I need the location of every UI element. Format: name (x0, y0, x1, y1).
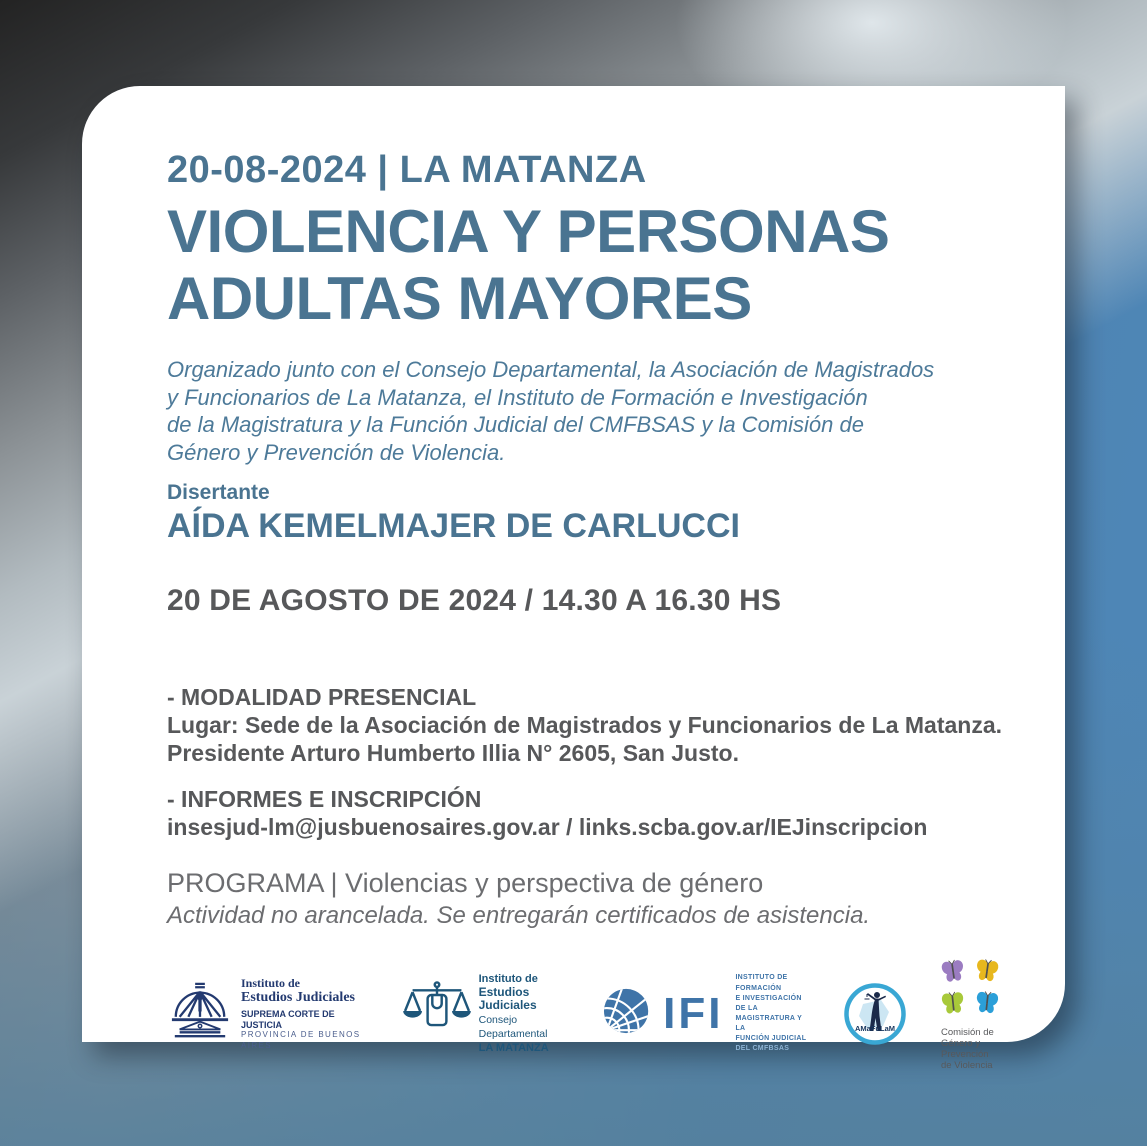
event-datetime: 20 DE AGOSTO DE 2024 / 14.30 A 16.30 HS (167, 583, 782, 617)
program-note: Actividad no arancelada. Se entregarán certificados de asistencia. (167, 901, 871, 929)
amafulam-name: AMaFuLaM (855, 1023, 895, 1033)
venue-line1: Lugar: Sede de la Asociación de Magistrados y Funcionarios de La Matanza. (167, 711, 1003, 738)
organizers-line: y Funcionarios de La Matanza, el Instituto de Formación e Investigación (167, 384, 868, 410)
logo-text-line: Instituto de (478, 973, 538, 986)
logo-text-line: Prevención (941, 1048, 989, 1060)
logo-iej-scjba (167, 977, 369, 1052)
logo-iej-matanza (403, 973, 570, 1055)
logo-text-line: Comisión de (941, 1026, 994, 1038)
event-title-line2: ADULTAS MAYORES (167, 264, 752, 332)
logo-amafulam (843, 982, 907, 1046)
logo-text-line: FUNCIÓN JUDICIAL (735, 1035, 807, 1043)
info-heading: - INFORMES E INSCRIPCIÓN (167, 785, 482, 812)
logos-row (167, 957, 1007, 1072)
logo-text-line: INSTITUTO DE FORMACIÓN (735, 974, 788, 992)
logo-genero-text (941, 1027, 994, 1072)
amafulam-circle-icon (843, 1033, 907, 1050)
courthouse-dome-icon (167, 980, 233, 1047)
flyer-card (82, 86, 1065, 1072)
ifi-acronym: IFI (663, 988, 724, 1038)
event-title (167, 198, 1007, 332)
organizers-line: Organizado junto con el Consejo Departamental, la Asociación de Magistrados (167, 357, 935, 383)
logo-iej-scjba-text (241, 977, 369, 1052)
logo-genero (941, 957, 1007, 1072)
contact-line: insesjud-lm@jusbuenosaires.gov.ar / links.scba.gov.ar/IEJinscripcion (167, 813, 928, 840)
logo-text-line: SUPREMA CORTE DE JUSTICIA (241, 1008, 335, 1030)
logo-ifi-text (735, 973, 809, 1054)
logo-text-line: E INVESTIGACIÓN DE LA (735, 994, 802, 1012)
logo-iej-matanza-text (479, 973, 570, 1055)
logo-text-line: Instituto de (241, 975, 301, 990)
logo-text-line: Estudios Judiciales (478, 984, 537, 1013)
speaker-label: Disertante (167, 481, 270, 505)
event-date-location: 20-08-2024 | LA MATANZA (167, 149, 647, 191)
logo-text-line: de Violencia (941, 1060, 993, 1072)
logo-text-line: Género y (941, 1037, 981, 1049)
spacer (167, 767, 1007, 785)
logo-text-line: LA MATANZA (478, 1041, 549, 1054)
venue-line2: Presidente Arturo Humberto Illia N° 2605, San Justo. (167, 739, 739, 766)
logo-ifi (603, 973, 809, 1054)
program-line: PROGRAMA | Violencias y perspectiva de género (167, 867, 764, 898)
event-title-line1: VIOLENCIA Y PERSONAS (167, 197, 890, 265)
logo-text-line: MAGISTRATURA Y LA (735, 1014, 802, 1033)
speaker-name: AÍDA KEMELMAJER DE CARLUCCI (167, 507, 740, 546)
butterflies-icon (941, 957, 1007, 1024)
segmented-globe-icon (603, 986, 653, 1041)
logo-text-line: DEL CMFBSAS (735, 1045, 790, 1053)
logo-text-line: PROVINCIA DE BUENOS AIRES (241, 1030, 361, 1050)
organizers-line: Género y Prevención de Violencia. (167, 439, 506, 465)
organizers-paragraph (167, 356, 1007, 466)
organizers-line: de la Magistratura y la Función Judicial del CMFBSAS y la Comisión de (167, 412, 864, 438)
modality-heading: - MODALIDAD PRESENCIAL (167, 683, 477, 710)
scales-of-justice-icon (403, 980, 471, 1047)
logo-text-line: Consejo Departamental (478, 1014, 548, 1041)
logo-text-line: Estudios Judiciales (241, 989, 355, 1005)
